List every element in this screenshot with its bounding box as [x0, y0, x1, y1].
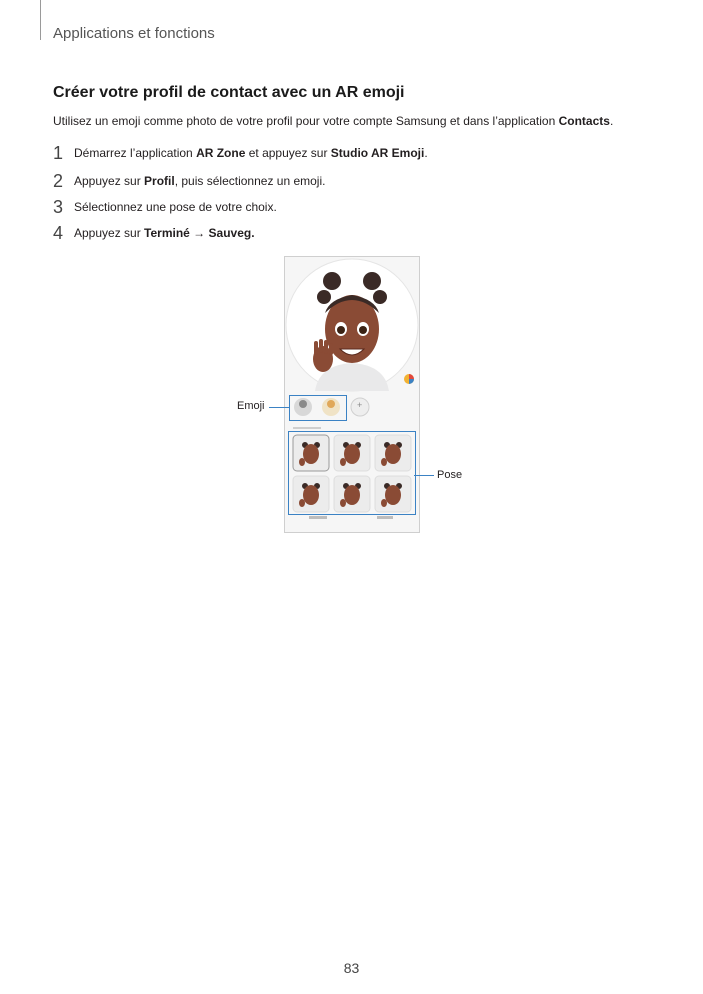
step-bold: AR Zone: [196, 146, 246, 160]
intro-bold: Contacts: [558, 114, 610, 128]
intro-end: .: [609, 114, 614, 128]
header-rule: [40, 0, 41, 40]
step-fragment: .: [424, 146, 428, 160]
intro-paragraph: [53, 114, 613, 128]
section-header: Applications et fonctions: [53, 25, 215, 42]
pose-callout-label: Pose: [437, 469, 463, 481]
step-1: [53, 143, 428, 164]
step-text: [74, 174, 325, 188]
step-number: 4: [53, 223, 64, 243]
done-button[interactable]: [377, 516, 393, 519]
step-text: [74, 226, 255, 240]
step-4: [53, 223, 255, 244]
step-fragment: Appuyez sur: [74, 226, 145, 240]
step-fragment: Appuyez sur: [74, 174, 145, 188]
step-text: [74, 200, 277, 214]
pose-callout-box: [288, 431, 416, 515]
step-bold: Sauveg.: [208, 226, 255, 240]
step-fragment: Sélectionnez une pose de votre choix.: [74, 200, 277, 214]
emoji-callout-label: Emoji: [237, 400, 265, 412]
pose-callout-line: [414, 475, 434, 476]
page-title: Créer votre profil de contact avec un AR emoji: [53, 84, 405, 101]
step-bold: Terminé: [144, 226, 190, 240]
cancel-button[interactable]: [309, 516, 327, 519]
step-fragment: →: [189, 226, 209, 240]
step-fragment: et appuyez sur: [245, 146, 331, 160]
intro-text: Utilisez un emoji comme photo de votre profil pour votre compte Samsung et dans l’application: [53, 114, 559, 128]
step-text: [74, 146, 428, 160]
step-number: 2: [53, 171, 64, 191]
step-bold: Studio AR Emoji: [330, 146, 425, 160]
step-fragment: Démarrez l’application: [74, 146, 197, 160]
step-3: [53, 197, 277, 218]
add-symbol: +: [357, 400, 363, 410]
step-bold: Profil: [144, 174, 175, 188]
step-2: [53, 171, 325, 192]
emoji-callout-box: [289, 395, 347, 421]
step-number: 1: [53, 143, 64, 163]
step-fragment: , puis sélectionnez un emoji.: [174, 174, 326, 188]
page-number: 83: [343, 960, 360, 976]
step-number: 3: [53, 197, 64, 217]
emoji-callout-line: [269, 407, 289, 408]
